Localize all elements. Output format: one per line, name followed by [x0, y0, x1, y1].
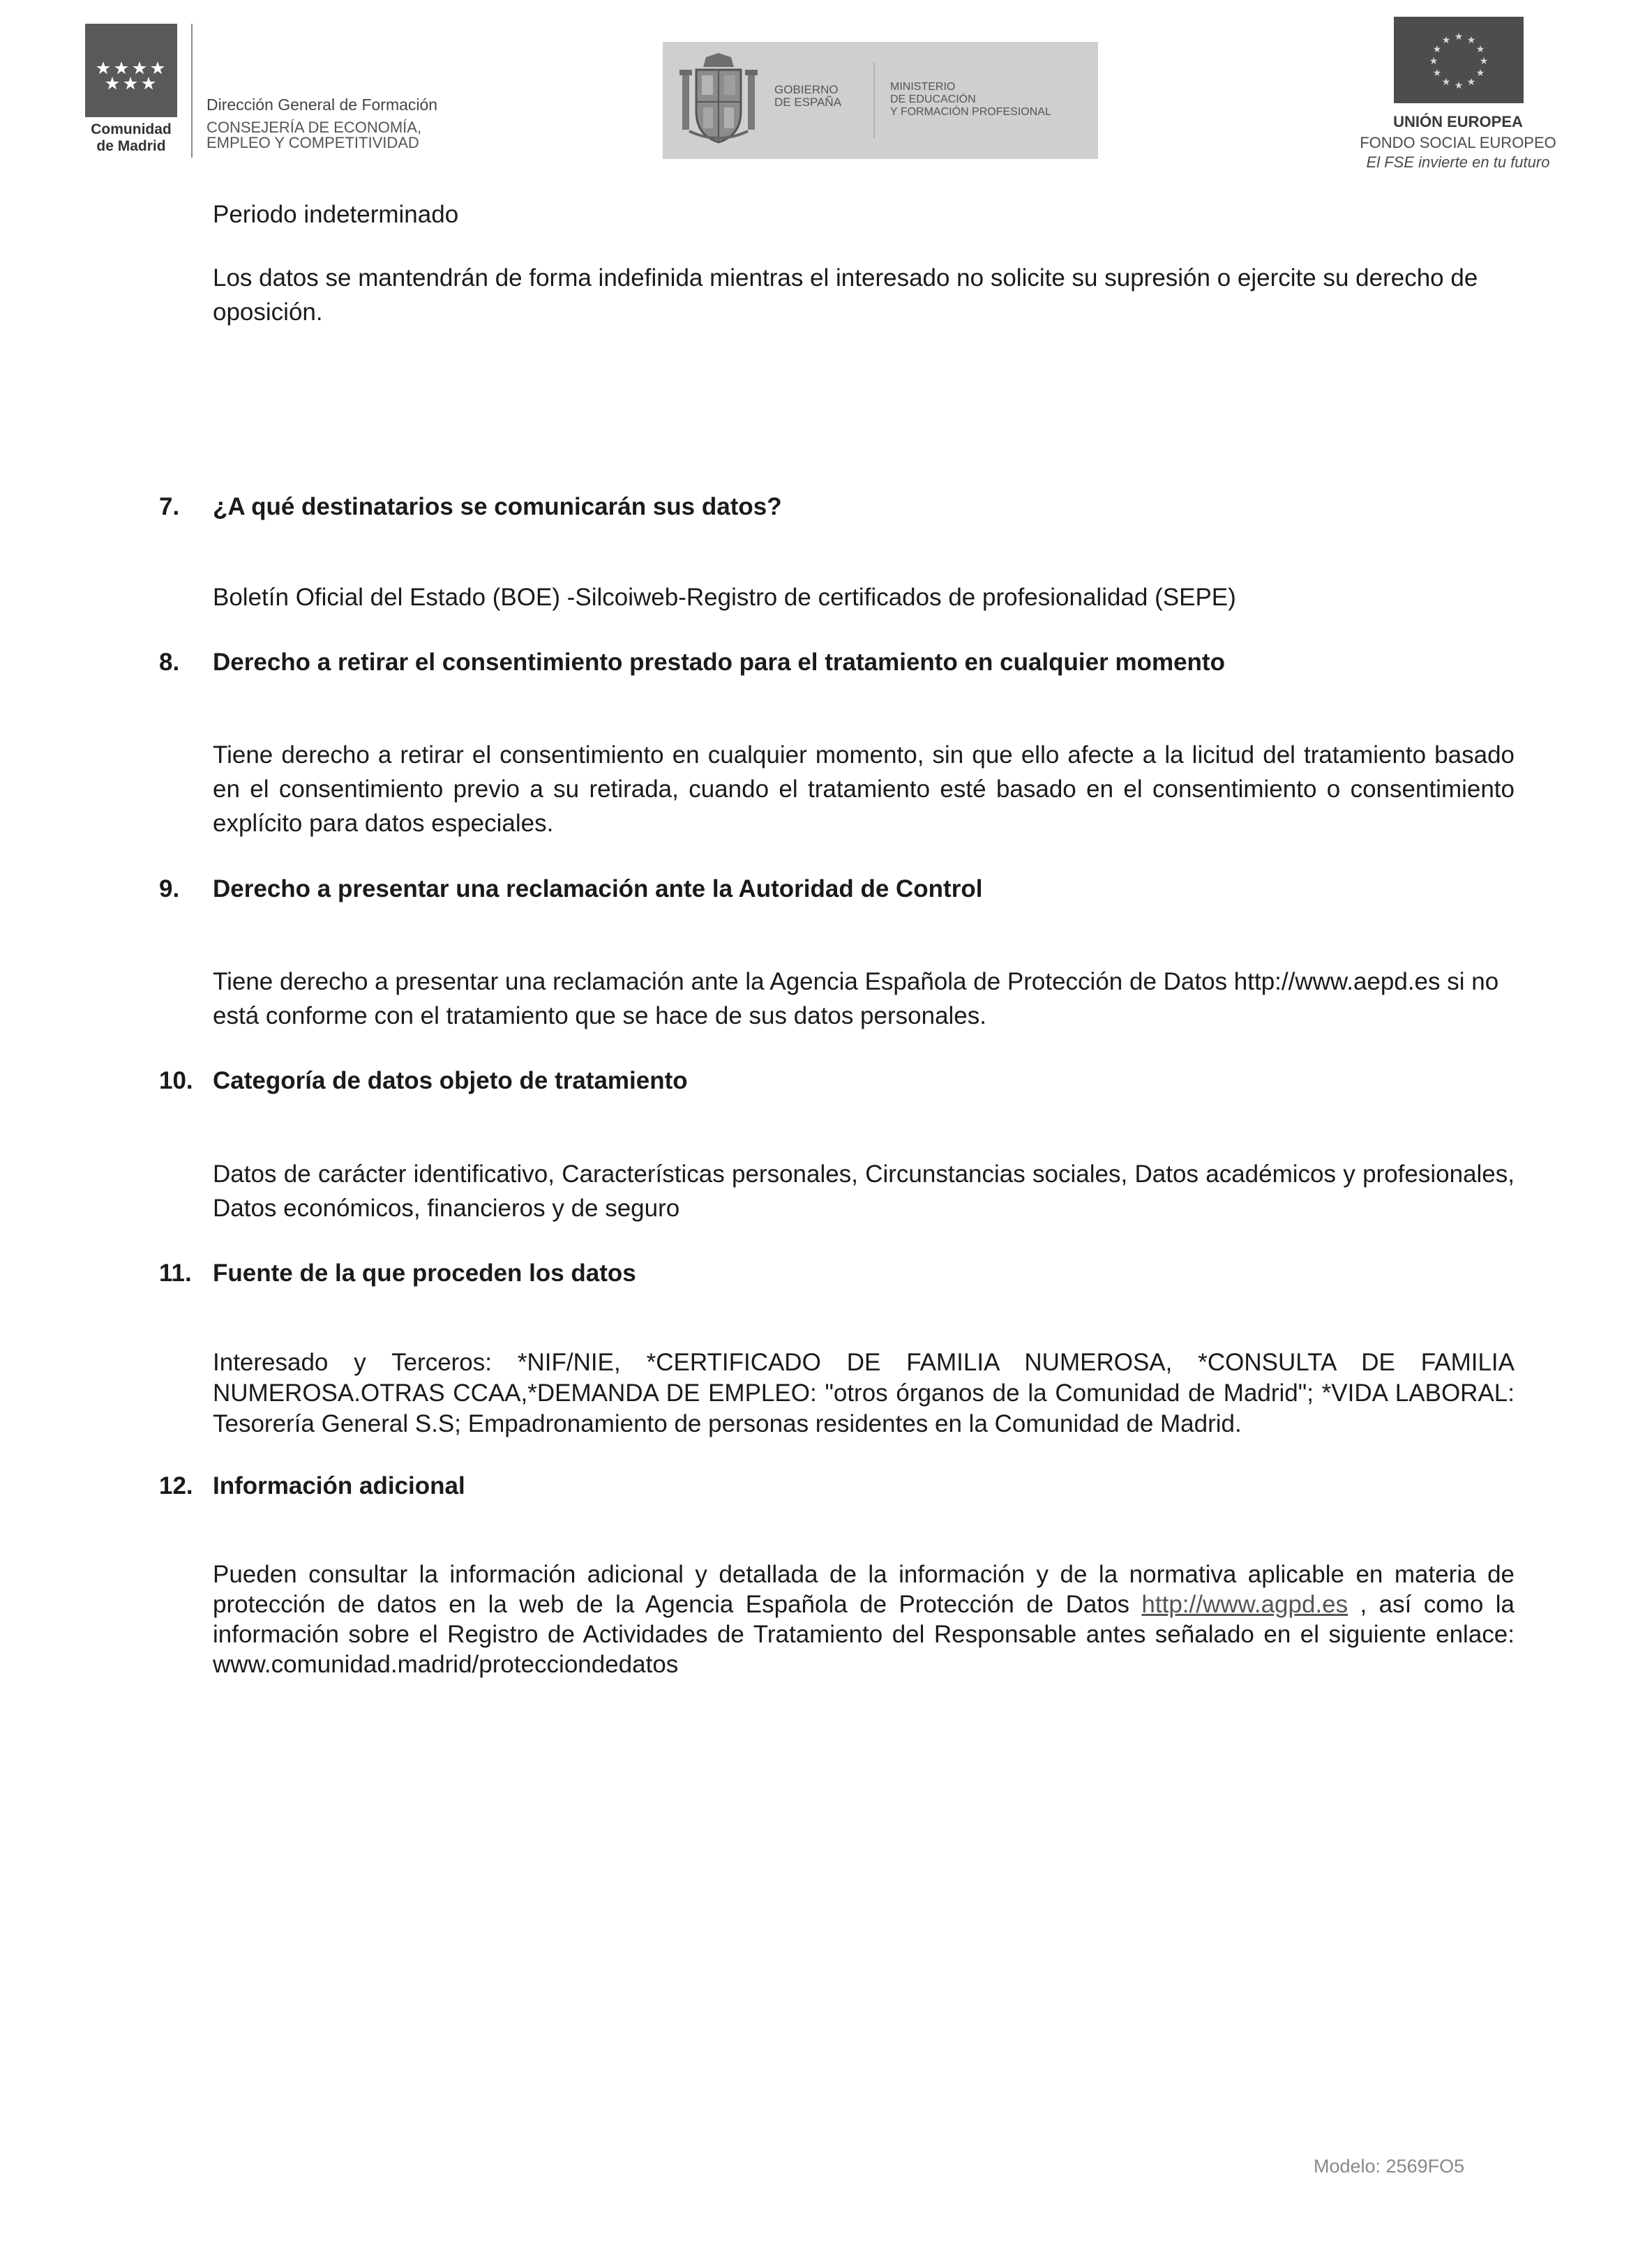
section-7-heading: [159, 490, 1519, 524]
section-7-body: Boletín Oficial del Estado (BOE) -Silcoiweb-Registro de certificados de profesionalidad (SEPE): [213, 584, 1236, 611]
madrid-divider: [191, 24, 193, 158]
eu-flag-icon: [1394, 17, 1524, 103]
madrid-direction: Dirección General de Formación: [206, 96, 438, 114]
section-12-body-start: Pueden consultar la información adicional y detallada de la información y de la normativa aplicable en materia de protección de datos en la web de la Agencia Española de Protección de Datos: [213, 1561, 1515, 1618]
svg-text:★: ★: [1454, 31, 1464, 43]
svg-text:★: ★: [1466, 77, 1476, 88]
section-7-number: 7.: [159, 493, 180, 520]
section-8-body: Tiene derecho a retirar el consentimiento en cualquier momento, sin que ello afecte a la licitud del tratamiento basado en el consentimiento previo a su retirada, cuando el tratamiento esté basado en el consentimiento o consentimiento explícito para datos especiales.: [213, 741, 1515, 837]
section-11-body: Interesado y Terceros: *NIF/NIE, *CERTIFICADO DE FAMILIA NUMEROSA, *CONSULTA DE FAMILIA NUMEROSA.OTRAS CCAA,*DEMANDA DE EMPLEO: "otros órganos de la Comunidad de Madrid"; *VIDA LABORAL: Tesorería General S.S; Empadronamiento de personas residentes en la Comunidad de Madrid.: [213, 1349, 1515, 1437]
gobierno-line1: GOBIERNO: [774, 83, 839, 96]
svg-text:★: ★: [1454, 80, 1464, 91]
svg-text:★: ★: [1441, 77, 1451, 88]
gobierno-line2: DE ESPAÑA: [774, 96, 842, 109]
union-europea-logo: [1353, 15, 1563, 176]
ministerio-line3: Y FORMACIÓN PROFESIONAL: [890, 106, 1051, 118]
section-9-body: Tiene derecho a presentar una reclamación ante la Agencia Española de Protección de Datos http://www.aepd.es si no está conforme con el tratamiento que se hace de sus datos personales.: [213, 968, 1499, 1029]
madrid-department-line1: CONSEJERÍA DE ECONOMÍA,: [206, 119, 422, 136]
section-10-number: 10.: [159, 1067, 193, 1094]
section-11-heading: [159, 1256, 1519, 1290]
svg-text:★: ★: [1429, 56, 1438, 67]
retention-text: Los datos se mantendrán de forma indefinida mientras el interesado no solicite su supresión o ejercite su derecho de oposición.: [213, 264, 1478, 326]
coat-of-arms-icon: [678, 53, 759, 148]
ministerio-line2: DE EDUCACIÓN: [890, 93, 976, 105]
madrid-name: [84, 121, 179, 155]
svg-text:★: ★: [1432, 44, 1442, 55]
svg-text:★: ★: [1441, 35, 1451, 46]
madrid-department-line2: EMPLEO Y COMPETITIVIDAD: [206, 134, 419, 151]
madrid-name-line1: Comunidad: [91, 121, 172, 137]
section-9-title: Derecho a presentar una reclamación ante la Autoridad de Control: [213, 875, 983, 902]
svg-text:★: ★: [1475, 68, 1485, 79]
section-9-heading: [159, 872, 1519, 906]
svg-text:★: ★: [1466, 35, 1476, 46]
gobierno-divider: [873, 63, 875, 138]
comunidad-madrid-logo: [84, 24, 438, 163]
svg-text:★: ★: [1432, 68, 1442, 79]
agpd-link[interactable]: http://www.agpd.es: [1141, 1591, 1348, 1618]
section-12-body: [213, 1559, 1515, 1679]
eu-fund: FONDO SOCIAL EUROPEO: [1360, 134, 1556, 151]
gobierno-espana-logo: [663, 42, 1098, 159]
section-8-title: Derecho a retirar el consentimiento prestado para el tratamiento en cualquier momento: [213, 649, 1225, 676]
section-11-number: 11.: [159, 1260, 192, 1287]
eu-slogan: El FSE invierte en tu futuro: [1366, 153, 1550, 171]
svg-text:★: ★: [1479, 56, 1489, 67]
ministerio-name: [890, 81, 1051, 119]
gobierno-espana-name: [774, 84, 841, 109]
section-10-body: Datos de carácter identificativo, Características personales, Circunstancias sociales, Datos académicos y profesionales, Datos económicos, financieros y de seguro: [213, 1161, 1515, 1222]
ministerio-line1: MINISTERIO: [890, 81, 956, 93]
model-code: Modelo: 2569FO5: [1314, 2156, 1465, 2177]
section-8-heading: [159, 645, 1519, 679]
madrid-name-line2: de Madrid: [96, 138, 166, 154]
section-10-heading: [159, 1064, 1519, 1098]
section-12-heading: [159, 1469, 1519, 1503]
svg-text:★: ★: [1475, 44, 1485, 55]
section-9-number: 9.: [159, 875, 180, 902]
madrid-department: [206, 120, 421, 151]
period-text: Periodo indeterminado: [213, 201, 459, 228]
section-7-title: ¿A qué destinatarios se comunicarán sus datos?: [213, 493, 782, 520]
section-8-number: 8.: [159, 649, 180, 676]
section-12-title: Información adicional: [213, 1472, 465, 1499]
eu-title: UNIÓN EUROPEA: [1393, 113, 1523, 130]
section-12-body-end: , así como la información sobre el Registro de Actividades de Tratamiento del Responsable antes señalado en el siguiente enlace: www.comunidad.madrid/protecciondedatos: [213, 1591, 1515, 1678]
section-12-number: 12.: [159, 1472, 193, 1499]
section-10-title: Categoría de datos objeto de tratamiento: [213, 1067, 688, 1094]
section-11-title: Fuente de la que proceden los datos: [213, 1260, 636, 1287]
madrid-flag-icon: [85, 24, 177, 117]
